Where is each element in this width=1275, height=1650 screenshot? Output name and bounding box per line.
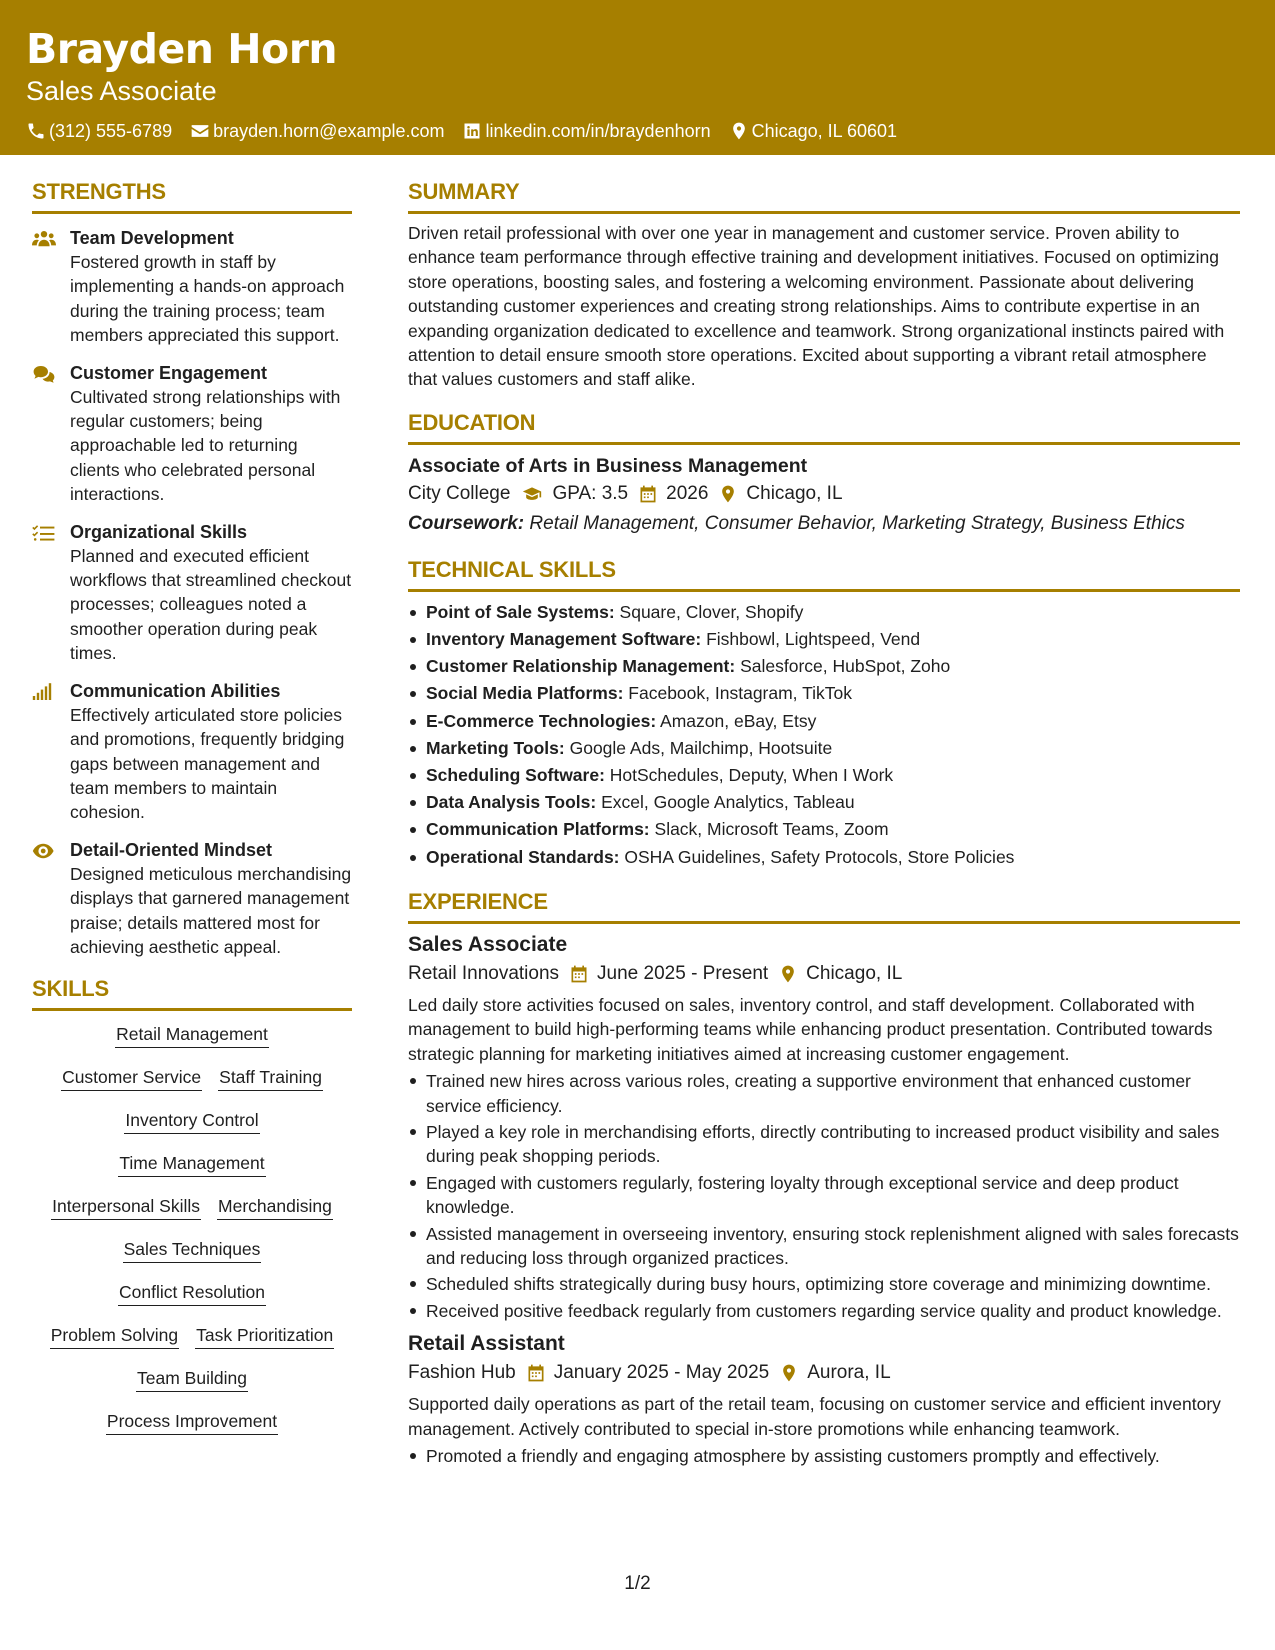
education-heading: EDUCATION bbox=[408, 409, 1240, 445]
tech-skill-value: Salesforce, HubSpot, Zoho bbox=[740, 656, 951, 677]
tech-skill-label: E-Commerce Technologies: bbox=[426, 710, 657, 731]
list-item: Trained new hires across various roles, creating a supportive environment that enhanced customer service efficiency. bbox=[408, 1069, 1240, 1118]
strength-item bbox=[32, 226, 352, 348]
tech-skill-label: Communication Platforms: bbox=[426, 819, 650, 840]
calendar-icon bbox=[526, 1363, 546, 1383]
summary-heading: SUMMARY bbox=[408, 178, 1240, 214]
phone-text: (312) 555-6789 bbox=[49, 121, 173, 141]
users-icon bbox=[32, 229, 56, 249]
left-column bbox=[32, 178, 352, 1453]
skill-chip: Process Improvement bbox=[106, 1410, 278, 1435]
list-item bbox=[408, 735, 1240, 762]
job-meta bbox=[408, 1358, 1240, 1388]
strength-desc: Fostered growth in staff by implementing a hands-on approach during the training process; team members appreciated this support. bbox=[70, 252, 345, 346]
school-location: Chicago, IL bbox=[746, 482, 843, 504]
strengths-heading: STRENGTHS bbox=[32, 178, 352, 214]
contact-location bbox=[729, 119, 897, 143]
skill-chip: Task Prioritization bbox=[195, 1324, 334, 1349]
list-item: Promoted a friendly and engaging atmosphere by assisting customers promptly and effectively. bbox=[408, 1444, 1240, 1468]
list-item bbox=[408, 762, 1240, 789]
job-entry bbox=[408, 1330, 1240, 1468]
skill-chip: Problem Solving bbox=[50, 1324, 179, 1349]
skill-chip: Sales Techniques bbox=[123, 1238, 262, 1263]
strength-title: Detail-Oriented Mindset bbox=[70, 839, 273, 860]
skill-chip: Team Building bbox=[136, 1367, 248, 1392]
skill-chip: Retail Management bbox=[115, 1023, 269, 1048]
phone-icon bbox=[26, 121, 46, 141]
tech-skill-label: Marketing Tools: bbox=[426, 737, 565, 758]
tech-skill-label: Scheduling Software: bbox=[426, 765, 605, 786]
skill-chip: Time Management bbox=[118, 1152, 265, 1177]
skill-chip: Interpersonal Skills bbox=[51, 1195, 201, 1220]
list-item: Played a key role in merchandising efforts, directly contributing to increased product visibility and sales during peak shopping periods. bbox=[408, 1120, 1240, 1169]
list-item bbox=[408, 653, 1240, 680]
strength-title: Organizational Skills bbox=[70, 521, 248, 542]
tech-skill-label: Social Media Platforms: bbox=[426, 683, 624, 704]
summary-text: Driven retail professional with over one year in management and customer service. Proven ability to enhance team performance through effective training and development initiatives. Focused on optimizing store operations, boosting sales, and fostering a welcoming environment. Passionate about delivering outstanding customer experiences and creating strong relationships. Aims to contribute expertise in an expanding organization dedicated to excellence and teamwork. Strong organizational instincts paired with attention to detail ensure smooth store operations. Excited about supporting a vibrant retail atmosphere that values customers and staff alike. bbox=[408, 223, 1225, 390]
job-description: Led daily store activities focused on sales, inventory control, and staff development. Collaborated with management to build high-performing teams while enhancing product presentation. Contributed towards strategic planning for marketing initiatives aimed at increasing customer engagement. bbox=[408, 994, 1213, 1064]
technical-skills-list bbox=[408, 599, 1240, 871]
gpa: GPA: 3.5 bbox=[552, 482, 629, 504]
candidate-role: Sales Associate bbox=[26, 76, 217, 106]
candidate-name: Brayden Horn bbox=[26, 25, 338, 73]
linkedin-icon bbox=[462, 121, 482, 141]
list-item bbox=[408, 708, 1240, 735]
contact-linkedin[interactable] bbox=[462, 119, 710, 143]
job-bullets bbox=[408, 1069, 1240, 1323]
list-item bbox=[408, 680, 1240, 707]
linkedin-text: linkedin.com/in/braydenhorn bbox=[485, 121, 711, 141]
map-pin-icon bbox=[779, 1363, 799, 1383]
experience-heading: EXPERIENCE bbox=[408, 888, 1240, 924]
strength-desc: Effectively articulated store policies and promotions, frequently bridging gaps between management and team members to maintain cohesion. bbox=[70, 704, 345, 823]
tech-skill-value: Square, Clover, Shopify bbox=[619, 601, 804, 622]
job-description: Supported daily operations as part of the retail team, focusing on customer service and efficient inventory management. Actively contributed to special in-store promotions while enhancing teamwork. bbox=[408, 1394, 1221, 1439]
list-item bbox=[408, 816, 1240, 843]
job-location: Chicago, IL bbox=[806, 962, 903, 984]
tech-skill-value: Facebook, Instagram, TikTok bbox=[628, 683, 853, 704]
right-column bbox=[408, 178, 1240, 1470]
skill-chip: Conflict Resolution bbox=[118, 1281, 266, 1306]
strength-title: Communication Abilities bbox=[70, 680, 281, 701]
education-section bbox=[408, 409, 1240, 539]
technical-skills-heading: TECHNICAL SKILLS bbox=[408, 556, 1240, 592]
tech-skill-label: Operational Standards: bbox=[426, 846, 620, 867]
tech-skill-value: Excel, Google Analytics, Tableau bbox=[601, 792, 855, 813]
resume-header bbox=[0, 0, 1275, 155]
list-item: Scheduled shifts strategically during busy hours, optimizing store coverage and minimizing downtime. bbox=[408, 1272, 1240, 1296]
job-meta bbox=[408, 959, 1240, 989]
tech-skill-value: Slack, Microsoft Teams, Zoom bbox=[654, 819, 889, 840]
location-text: Chicago, IL 60601 bbox=[751, 121, 898, 141]
graduation-year: 2026 bbox=[666, 482, 709, 504]
job-dates: June 2025 - Present bbox=[597, 962, 769, 984]
map-pin-icon bbox=[729, 121, 749, 141]
calendar-icon bbox=[569, 964, 589, 984]
degree-title: Associate of Arts in Business Management bbox=[408, 454, 808, 477]
tech-skill-label: Customer Relationship Management: bbox=[426, 656, 736, 677]
school-name: City College bbox=[408, 482, 511, 504]
skills-heading: SKILLS bbox=[32, 975, 352, 1011]
tech-skill-value: HotSchedules, Deputy, When I Work bbox=[609, 765, 894, 786]
contact-bar bbox=[26, 119, 1249, 143]
strength-desc: Designed meticulous merchandising displays that garnered management praise; details mattered most for achieving aesthetic appeal. bbox=[70, 863, 352, 957]
skills-section bbox=[32, 975, 352, 1435]
coursework-label: Coursework: bbox=[408, 512, 525, 534]
eye-icon bbox=[32, 841, 56, 861]
experience-section bbox=[408, 888, 1240, 1469]
strength-title: Team Development bbox=[70, 228, 234, 248]
job-title: Retail Assistant bbox=[408, 1332, 565, 1356]
list-check-icon bbox=[32, 523, 56, 543]
list-item: Received positive feedback regularly from customers regarding service quality and product knowledge. bbox=[408, 1299, 1240, 1323]
coursework bbox=[408, 509, 1240, 539]
strength-item bbox=[32, 838, 352, 960]
signal-bars-icon bbox=[32, 682, 56, 702]
list-item bbox=[408, 626, 1240, 653]
map-pin-icon bbox=[718, 484, 738, 504]
tech-skill-value: Google Ads, Mailchimp, Hootsuite bbox=[569, 737, 833, 758]
job-bullets bbox=[408, 1444, 1240, 1468]
graduation-cap-icon bbox=[520, 484, 544, 504]
email-text: brayden.horn@example.com bbox=[213, 121, 445, 141]
company-name: Retail Innovations bbox=[408, 962, 560, 984]
coursework-list: Retail Management, Consumer Behavior, Marketing Strategy, Business Ethics bbox=[529, 512, 1185, 534]
skill-chip: Merchandising bbox=[217, 1195, 333, 1220]
tech-skill-label: Inventory Management Software: bbox=[426, 629, 702, 650]
technical-skills-section bbox=[408, 556, 1240, 871]
tech-skill-value: Fishbowl, Lightspeed, Vend bbox=[706, 629, 921, 650]
map-pin-icon bbox=[778, 964, 798, 984]
strength-item bbox=[32, 361, 352, 507]
job-entry bbox=[408, 931, 1240, 1323]
tech-skill-label: Point of Sale Systems: bbox=[426, 601, 615, 622]
tech-skill-label: Data Analysis Tools: bbox=[426, 792, 597, 813]
strength-desc: Planned and executed efficient workflows that streamlined checkout processes; colleagues noted a smoother operation during peak times. bbox=[70, 545, 352, 664]
strength-title: Customer Engagement bbox=[70, 362, 268, 383]
job-dates: January 2025 - May 2025 bbox=[553, 1362, 770, 1384]
contact-phone[interactable] bbox=[26, 119, 172, 143]
list-item: Engaged with customers regularly, fostering loyalty through exceptional service and deep product knowledge. bbox=[408, 1171, 1240, 1220]
comments-icon bbox=[32, 364, 56, 384]
envelope-icon bbox=[190, 121, 210, 141]
list-item: Assisted management in overseeing inventory, ensuring stock replenishment aligned with sales forecasts and reducing loss through organized practices. bbox=[408, 1222, 1240, 1271]
calendar-icon bbox=[638, 484, 658, 504]
job-location: Aurora, IL bbox=[807, 1362, 891, 1384]
job-title: Sales Associate bbox=[408, 932, 568, 956]
list-item bbox=[408, 599, 1240, 626]
skills-chips bbox=[32, 1023, 352, 1435]
contact-email[interactable] bbox=[190, 119, 444, 143]
skill-chip: Customer Service bbox=[61, 1066, 202, 1091]
strengths-section bbox=[32, 178, 352, 959]
tech-skill-value: Amazon, eBay, Etsy bbox=[660, 710, 817, 731]
page-number: 1/2 bbox=[624, 1573, 651, 1594]
list-item bbox=[408, 789, 1240, 816]
list-item bbox=[408, 844, 1240, 871]
skill-chip: Staff Training bbox=[218, 1066, 323, 1091]
summary-section bbox=[408, 178, 1240, 392]
strength-item bbox=[32, 679, 352, 825]
tech-skill-value: OSHA Guidelines, Safety Protocols, Store Policies bbox=[624, 846, 1015, 867]
skill-chip: Inventory Control bbox=[124, 1109, 259, 1134]
strength-item bbox=[32, 520, 352, 666]
strength-desc: Cultivated strong relationships with regular customers; being approachable led to returning clients who celebrated personal interactions. bbox=[70, 386, 341, 505]
education-meta bbox=[408, 479, 1240, 509]
company-name: Fashion Hub bbox=[408, 1362, 516, 1384]
